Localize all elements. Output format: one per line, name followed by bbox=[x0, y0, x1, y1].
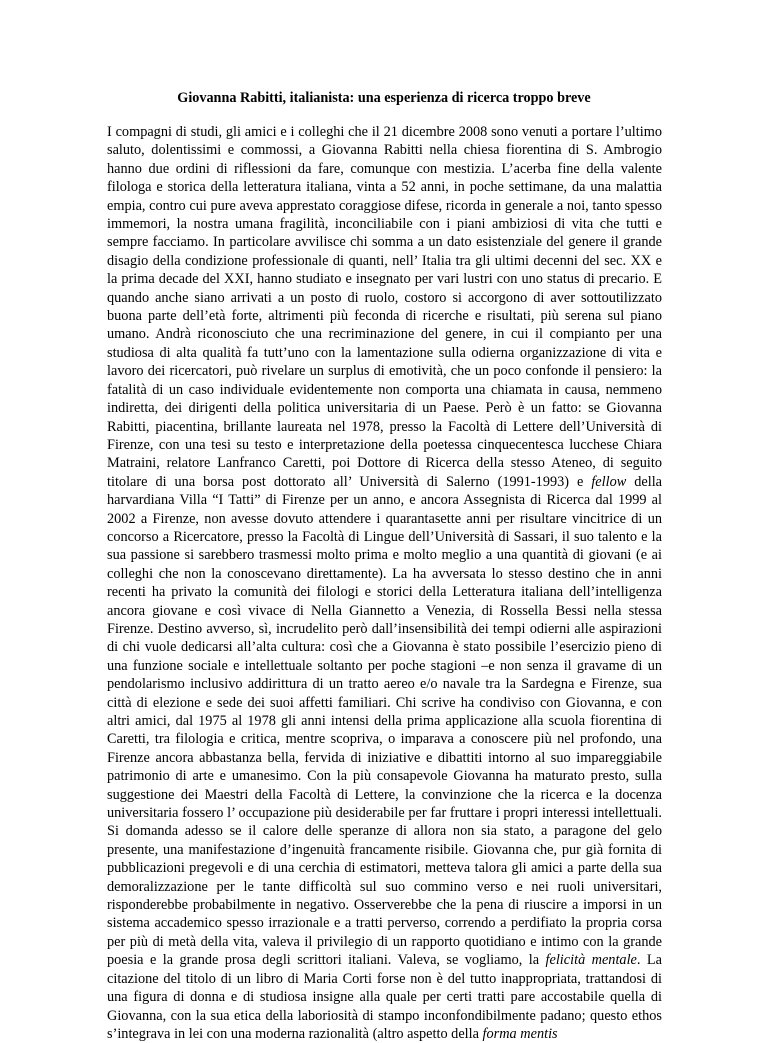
italic-term-forma-mentis: forma mentis bbox=[482, 1025, 558, 1042]
text-segment: della harvardiana Villa “I Tatti” di Firenze per un anno, e ancora Assegnista di Ricerca dal 1999 al 2002 a Firenze, non avesse dovuto attendere i quarantasette anni per risultare vincitrice di un concorso a Ricercatore, presso la Facoltà di Lingue dell’Università di Sassari, il suo talento e la sua passione si sarebbero trasmessi molto prima e molto meglio a una quantità di giovani (e ai colleghi che non la conoscevano direttamente). La ha avversata lo stesso destino che in anni recenti ha privato la comunità dei filologi e storici della Letteratura italiana dell’intelligenza ancora giovane e così vivace di Nella Giannetto a Venezia, di Rossella Bessi nella stessa Firenze. Destino avverso, sì, incrudelito però dall’insensibilità dei tempi odierni alle aspirazioni di chi vuole dedicarsi all’alta cultura: così che a Giovanna è stato possibile l’esercizio pieno di una funzione sociale e intellettuale soltanto per poche stagioni –e non senza il gravame di un pendolarismo inclusivo addirittura di un tratto aereo e/o navale tra la Sardegna e Firenze, sua città di elezione e sede dei suoi affetti familiari. Chi scrive ha condiviso con Giovanna, e con altri amici, dal 1975 al 1978 gli anni intensi della prima applicazione alla scuola fiorentina di Caretti, tra filologia e critica, mentre scopriva, o imparava a conoscere più nel profondo, una Firenze ancora abbastanza bella, fervida di iniziative e dibattiti intorno al suo impareggiabile patrimonio di arte e umanesimo. Con la più consapevole Giovanna ha maturato presto, sulla suggestione dei Maestri della Facoltà di Lettere, la convinzione che la ricerca e la docenza universitaria fossero l’ occupazione più desiderabile per far fruttare i propri interessi intellettuali. Si domanda adesso se il calore delle speranze di allora non sia stato, a paragone del gelo presente, una manifestazione d’ingenuità francamente risibile. Giovanna che, pur già fornita di pubblicazioni pregevoli e di una cerchia di estimatori, metteva talora gli amici a parte della sua demoralizzazione per le tante difficoltà sul suo commino verso e nei ruoli universitari, risponderebbe probabilmente in negativo. Osserverebbe che la pena di riuscire a imporsi in un sistema accademico spesso irrazionale e a tratti perverso, correndo a perdifiato la propria corsa per più di metà della vita, valeva il privilegio di un rapporto quotidiano e intimo con la grande poesia e la grande prosa degli scrittori italiani. Valeva, se vogliamo, la bbox=[107, 473, 663, 969]
text-segment: . La citazione del titolo di un libro di Maria Corti forse non è del tutto inappropriata, trattandosi di una figura di donna e di studiosa insigne alla quale per certi tratti pare accostabile quella di Giovanna, con la sua etica della laboriosità di stampo inconfondibilmente padano; questo ethos s’integrava in lei con una moderna razionalità (altro aspetto della bbox=[107, 952, 662, 1042]
body-paragraph bbox=[107, 123, 662, 1043]
italic-term-fellow: fellow bbox=[591, 473, 627, 490]
document-title: Giovanna Rabitti, italianista: una esperienza di ricerca troppo breve bbox=[177, 90, 591, 106]
text-segment: I compagni di studi, gli amici e i colleghi che il 21 dicembre 2008 sono venuti a portare l’ultimo saluto, dolentissimi e commossi, a Giovanna Rabitti nella chiesa fiorentina di S. Ambrogio hanno due ordini di riflessioni da fare, comunque con mestizia. L’acerba fine della valente filologa e storica della letteratura italiana, vinta a 52 anni, in poche settimane, da una malattia empia, contro cui pure aveva apprestato coraggiose difese, ricorda in generale a noi, tanto spesso immemori, la nostra umana fragilità, inconciliabile con i piani ambiziosi di vita che tutti e sempre facciamo. In particolare avvilisce chi somma a un dato esistenziale del genere il grande disagio della condizione professionale di quanti, nell’ Italia tra gli ultimi decenni del sec. XX e la prima decade del XXI, hanno studiato e insegnato per vari lustri con uno status di precario. E quando anche siano arrivati a un posto di ruolo, costoro si accorgono di aver sottoutilizzato buona parte dell’età forte, altrimenti più feconda di ricerche e risultati, più serena sul piano umano. Andrà riconosciuto che una recriminazione del genere, in cui il compianto per una studiosa di alta qualità fa tutt’uno con la lamentazione sulla odierna organizzazione di vita e lavoro dei ricercatori, può rivelare un surplus di emotività, che un poco confonde il pensiero: la fatalità di un caso individuale evidentemente non comporta una chiamata in causa, nemmeno indiretta, dei dirigenti della politica universitaria di un Paese. Però è un fatto: se Giovanna Rabitti, piacentina, brillante laureata nel 1978, presso la Facoltà di Lettere dell’Università di Firenze, con una tesi su testo e interpretazione della poetessa cinquecentesca lucchese Chiara Matraini, relatore Lanfranco Caretti, poi Dottore di Ricerca della stesso Ateneo, di seguito titolare di una borsa post dottorato all’ Università di Salerno (1991-1993) e bbox=[107, 124, 662, 490]
italic-term-felicita-mentale: felicità mentale bbox=[545, 952, 637, 969]
